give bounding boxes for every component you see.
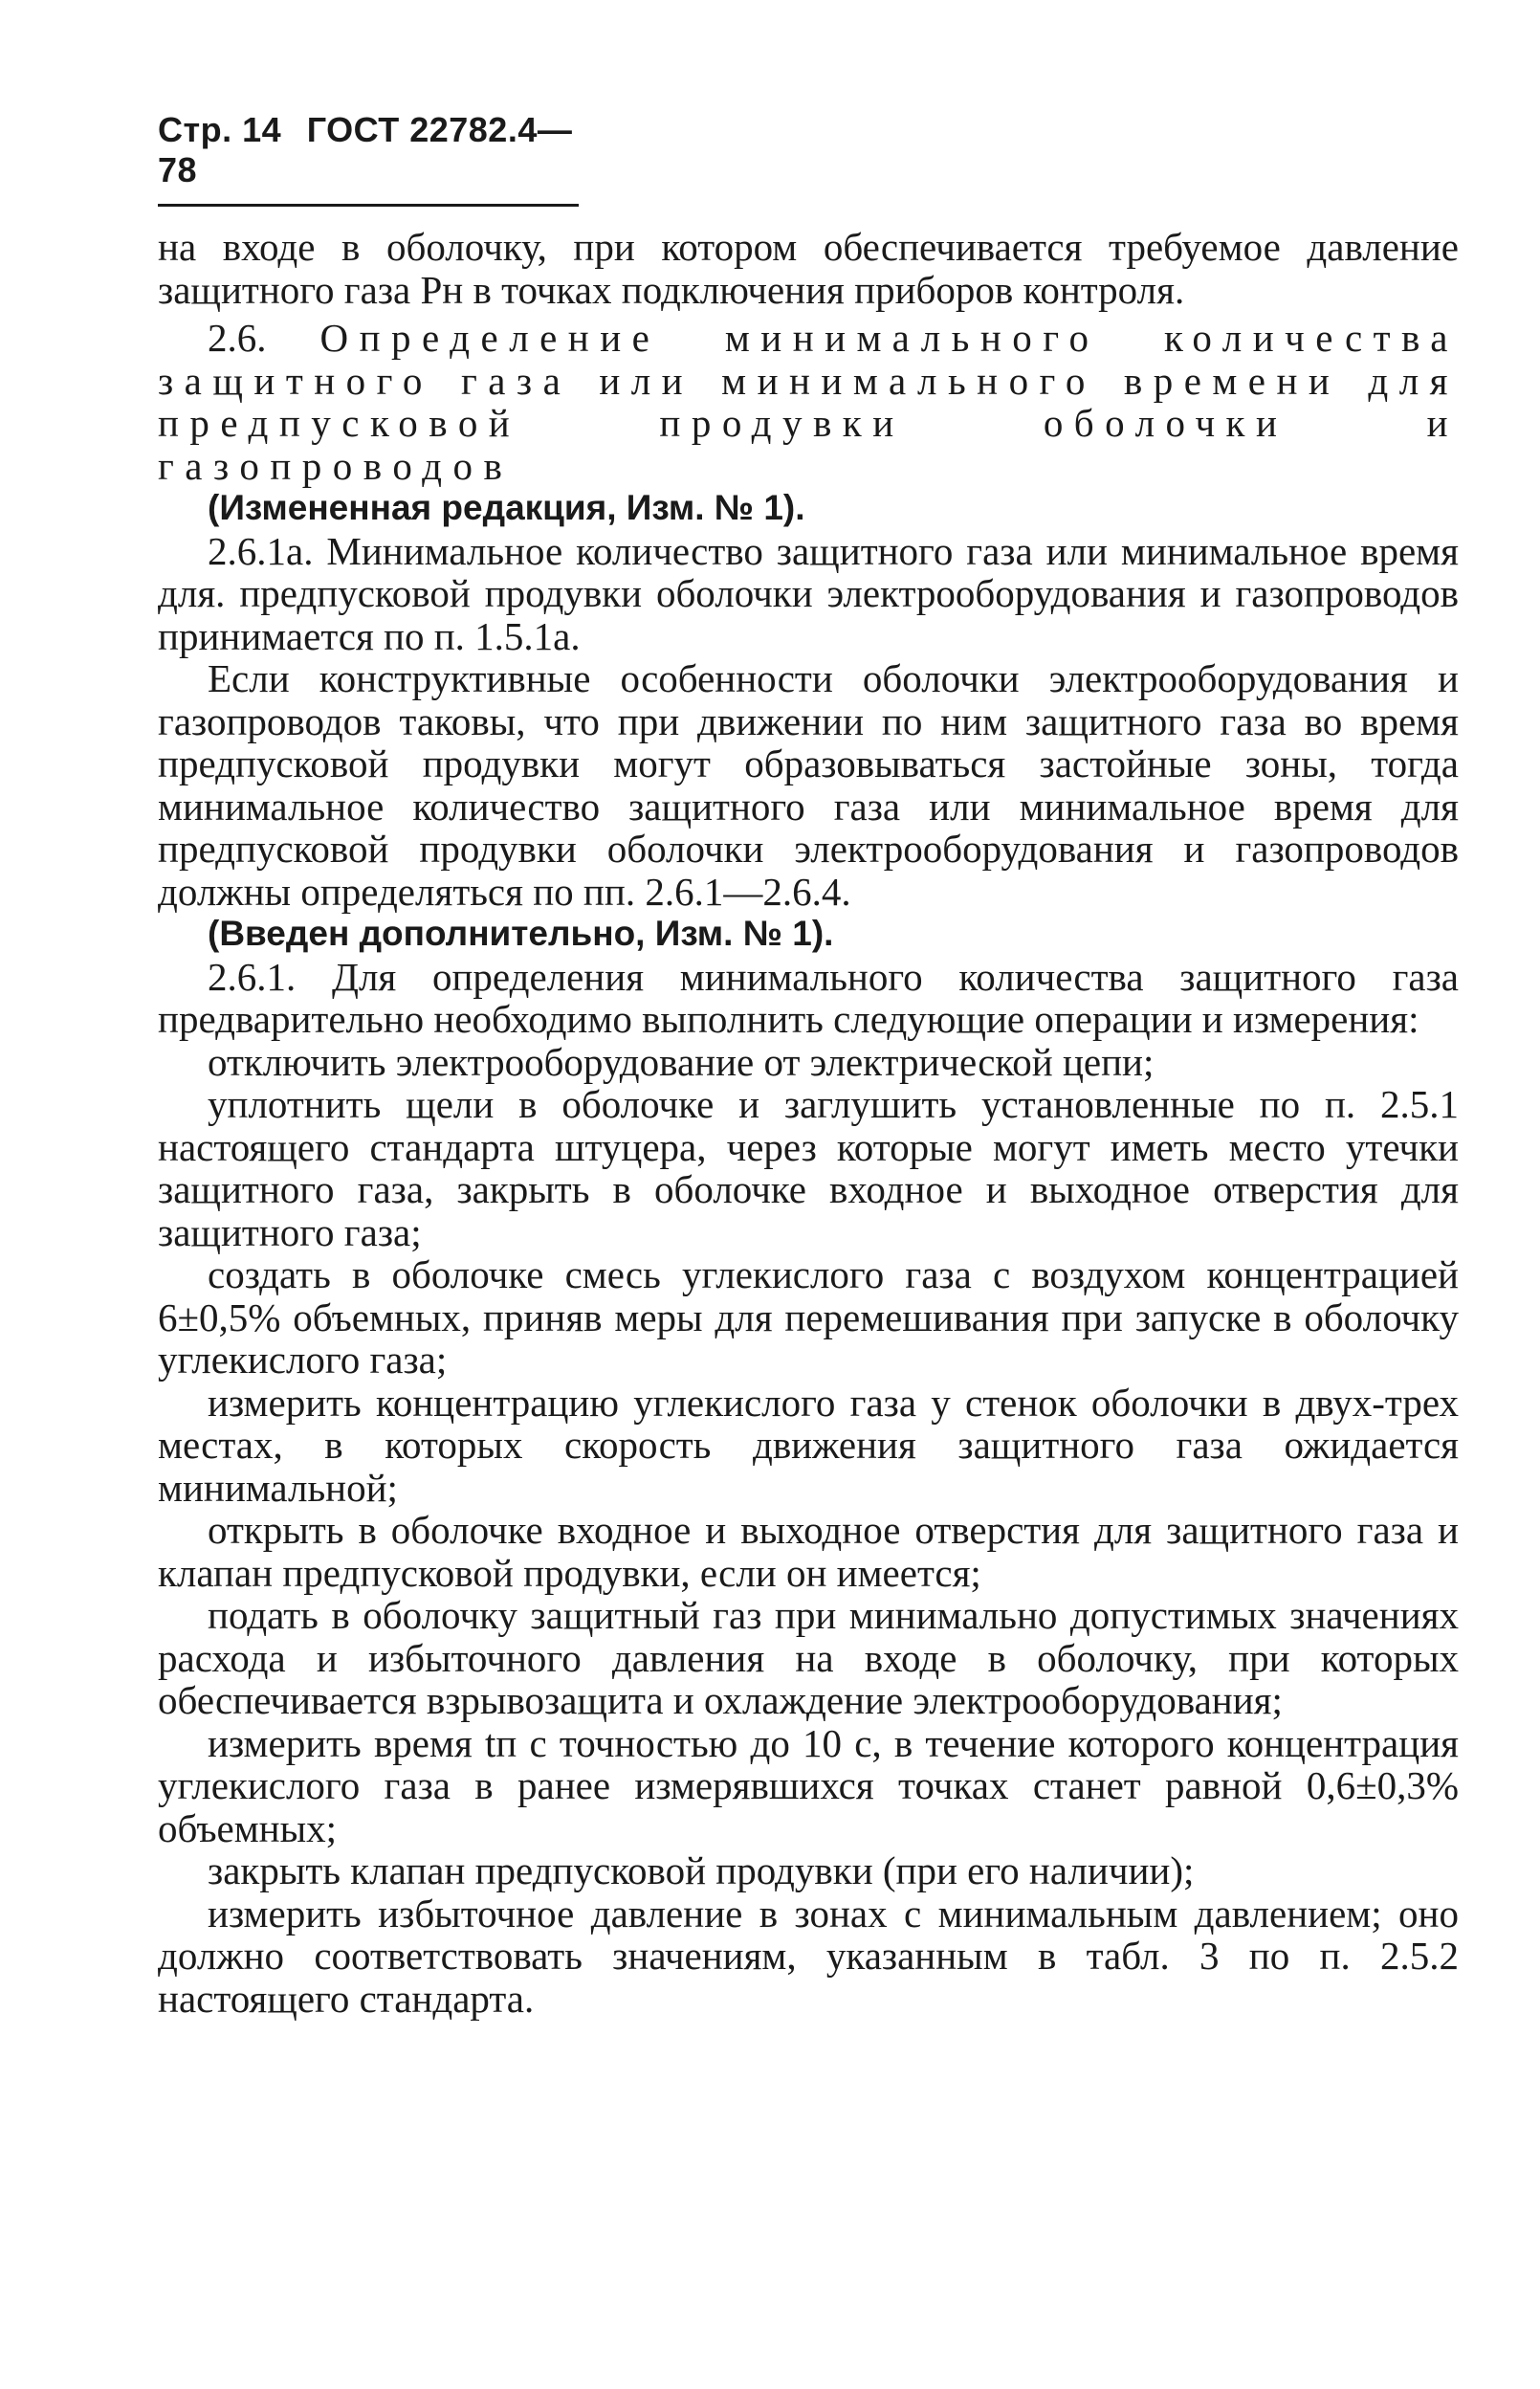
procedure-step: отключить электрооборудование от электрической цепи;: [208, 1039, 1155, 1084]
procedure-step: закрыть клапан предпусковой продувки (при его наличии);: [208, 1848, 1195, 1892]
standard-number: ГОСТ 22782.4—78: [158, 110, 573, 189]
procedure-step: открыть в оболочке входное и выходное отверстия для защитного газа и клапан предпусковой продувки, если он имеется;: [158, 1508, 1459, 1595]
procedure-step: измерить избыточное давление в зонах с минимальным давлением; оно должно соответствовать значениям, указанным в табл. 3 по п. 2.5.2 настоящего стандарта.: [158, 1891, 1459, 2021]
page-header: [158, 110, 579, 207]
page-number: Стр. 14: [158, 110, 282, 149]
procedure-step: подать в оболочку защитный газ при минимально допустимых значениях расхода и избыточного давления на входе в оболочку, при которых обеспечивается взрывозащита и охлаждение электрооборудования;: [158, 1593, 1459, 1722]
procedure-step: создать в оболочке смесь углекислого газа с воздухом концентрацией 6±0,5% объемных, приняв меры для перемешивания при запуске в оболочку углекислого газа;: [158, 1252, 1459, 1382]
procedure-step: измерить время tп с точностью до 10 с, в течение которого концентрация углекислого газа в ранее измерявшихся точках станет равной 0,6±0,3% объемных;: [158, 1720, 1459, 1850]
amendment-note: (Введен дополнительно, Изм. № 1).: [208, 914, 834, 953]
paragraph-conditions: Если конструктивные особенности оболочки электрооборудования и газопроводов таковы, что при движении по ним защитного газа во время предпусковой продувки могут образовываться застойные зоны, тогда минимальное количество защитного газа или минимальное время для предпусковой продувки оболочки электрооборудования и газопроводов должны определяться по пп. 2.6.1—2.6.4.: [158, 656, 1459, 914]
section-2-6-heading: [158, 317, 1459, 487]
paragraph-continuation: на входе в оболочку, при котором обеспечивается требуемое давление защитного газа Pн в точках подключения приборов контроля.: [158, 225, 1459, 312]
document-body: [158, 226, 1459, 2020]
procedure-step: измерить концентрацию углекислого газа у стенок оболочки в двух-трех местах, в которых скорость движения защитного газа ожидается минимальной;: [158, 1380, 1459, 1510]
procedure-step: уплотнить щели в оболочке и заглушить установленные по п. 2.5.1 настоящего стандарта штуцера, через которые могут иметь место утечки защитного газа, закрыть в оболочке входное и выходное отверстия для защитного газа;: [158, 1082, 1459, 1254]
amendment-note: (Измененная редакция, Изм. № 1).: [208, 488, 805, 527]
document-page: [158, 110, 1459, 2020]
paragraph-2-6-1a: 2.6.1а. Минимальное количество защитного газа или минимальное время для. предпусковой продувки оболочки электрооборудования и газопроводов принимается по п. 1.5.1а.: [158, 528, 1459, 658]
section-number: 2.6.: [208, 316, 267, 360]
paragraph-2-6-1: 2.6.1. Для определения минимального количества защитного газа предварительно необходимо выполнить следующие операции и измерения:: [158, 954, 1459, 1041]
section-title: Определение минимального количества защитного газа или минимального времени для предпусковой продувки оболочки и газопроводов: [158, 316, 1459, 488]
